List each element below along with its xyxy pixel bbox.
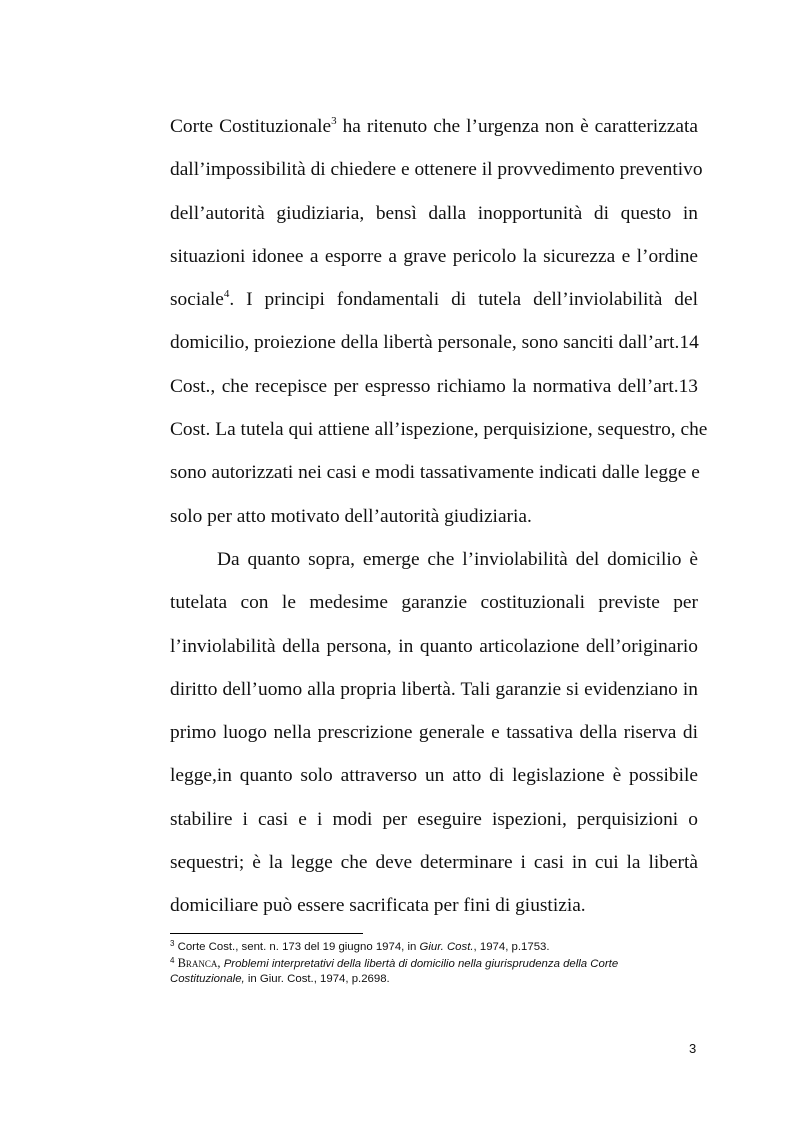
text-line: Corte Costituzionale$^3$ ha ritenuto che l’urgenza non è caratterizzata: [170, 115, 698, 137]
body-text: [170, 108, 708, 931]
footnote-separator: [170, 933, 363, 934]
footnote-4: $^4$ Branca, Problemi interpretativi della libertà di domicilio nella giurisprudenza della Corte: [170, 955, 619, 970]
text-line: situazioni idonee a esporre a grave pericolo la sicurezza e l’ordine: [170, 245, 698, 267]
text-line: sono autorizzati nei casi e modi tassativamente indicati dalle legge e: [170, 462, 700, 484]
footnote-author: Branca,: [174, 955, 221, 970]
footnote-3: $^3$ Corte Cost., sent. n. 173 del 19 giugno 1974, in Giur. Cost., 1974, p.1753.: [170, 939, 550, 953]
text-line: Da quanto sopra, emerge che l’inviolabilità del domicilio è: [217, 548, 698, 570]
page-number: 3: [689, 1041, 697, 1056]
footnote-ref-4[interactable]: 4: [223, 288, 230, 301]
footnote-number: 4: [170, 955, 175, 965]
text-line: domicilio, proiezione della libertà personale, sono sanciti dall’art.14: [170, 332, 699, 354]
text-line: diritto dell’uomo alla propria libertà. Tali garanzie si evidenziano in: [170, 678, 698, 700]
text-line: solo per atto motivato dell’autorità giudiziaria.: [170, 505, 532, 527]
text-line: l’inviolabilità della persona, in quanto articolazione dell’originario: [170, 635, 698, 657]
text-line: dell’autorità giudiziaria, bensì dalla inopportunità di questo in: [170, 202, 698, 224]
text-line: sequestri; è la legge che deve determinare i casi in cui la libertà: [170, 852, 698, 874]
footnote-4-continued: Costituzionale, in Giur. Cost., 1974, p.2698.: [170, 973, 390, 985]
text-line: sociale$^4$. I principi fondamentali di tutela dell’inviolabilità del: [170, 288, 698, 311]
footnote-ref-3[interactable]: 3: [331, 115, 337, 127]
text-line: dall’impossibilità di chiedere e ottenere il provvedimento preventivo: [170, 159, 703, 181]
text-line: stabilire i casi e i modi per eseguire ispezioni, perquisizioni o: [170, 808, 698, 830]
text-line: legge,in quanto solo attraverso un atto di legislazione è possibile: [170, 765, 698, 787]
text-line: tutelata con le medesime garanzie costituzionali previste per: [170, 592, 698, 614]
text-line: primo luogo nella prescrizione generale e tassativa della riserva di: [170, 722, 698, 744]
footnotes: [170, 940, 700, 988]
text-line: Cost. La tutela qui attiene all’ispezione, perquisizione, sequestro, che: [170, 419, 708, 441]
text-line: Cost., che recepisce per espresso richiamo la normativa dell’art.13: [170, 375, 698, 397]
text-line: domiciliare può essere sacrificata per fini di giustizia.: [170, 895, 586, 917]
footnote-number: 3: [170, 939, 175, 948]
